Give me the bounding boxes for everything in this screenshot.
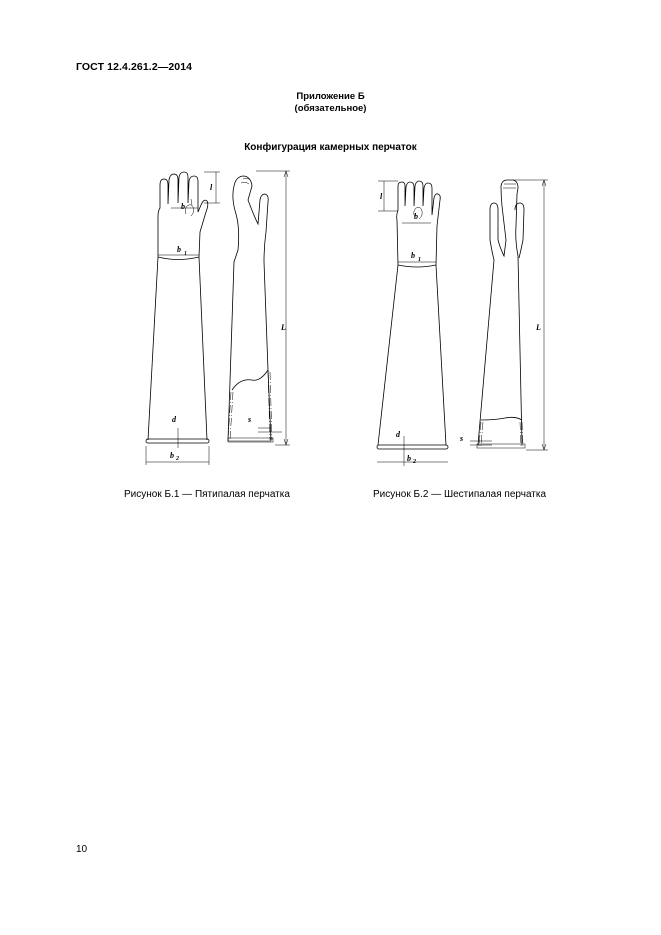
fig1-label-L: L	[281, 323, 286, 332]
figure-caption-1: Рисунок Б.1 — Пятипалая перчатка	[124, 489, 290, 500]
fig1-label-b1-sub: 1	[184, 251, 187, 257]
fig2-label-b2: b	[407, 454, 411, 463]
fig2-label-L: L	[536, 323, 541, 332]
annex-status: (обязательное)	[294, 103, 367, 114]
glove-six-finger-front	[377, 181, 448, 449]
page-number: 10	[76, 844, 88, 855]
fig1-label-l: l	[210, 183, 213, 192]
fig2-label-b2-sub: 2	[413, 459, 416, 465]
fig1-label-d: d	[172, 415, 176, 424]
figure-caption-2: Рисунок Б.2 — Шестипалая перчатка	[373, 489, 547, 500]
fig1-label-s: s	[248, 415, 252, 424]
fig1-label-b: b	[181, 202, 185, 211]
glove-six-finger-side	[477, 180, 525, 448]
fig1-label-b2-sub: 2	[176, 456, 179, 462]
fig2-label-b1: b	[411, 251, 415, 260]
fig2-label-b1-sub: 1	[418, 257, 421, 263]
glove-five-finger-front	[146, 172, 209, 443]
annex-title: Приложение Б	[296, 91, 365, 102]
fig1-label-b2: b	[170, 451, 174, 460]
fig2-label-l: l	[380, 192, 383, 201]
fig2-label-b: b	[414, 212, 418, 221]
fig2-label-d: d	[396, 430, 400, 439]
section-title: Конфигурация камерных перчаток	[244, 142, 417, 153]
fig1-label-b1: b	[177, 245, 181, 254]
document-code: ГОСТ 12.4.261.2—2014	[76, 61, 193, 73]
glove-five-finger-side	[228, 176, 273, 442]
fig2-label-s: s	[460, 434, 464, 443]
